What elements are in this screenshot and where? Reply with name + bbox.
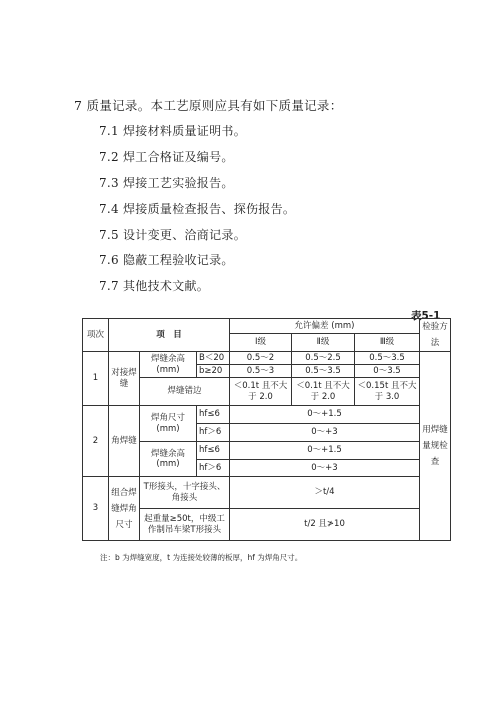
row-sub: 焊缝余高 (mm) [140, 442, 197, 477]
item-text: 焊接工艺实验报告。 [123, 176, 234, 190]
row-number: 1 [83, 352, 109, 406]
row-condition: hf＞6 [197, 424, 230, 442]
tolerance-cell: 0～+3 [230, 460, 420, 477]
item-number: 7.1 [99, 124, 119, 138]
tolerance-table [82, 318, 451, 541]
row-number: 3 [83, 477, 109, 541]
tolerance-cell: 0.5～3.5 [355, 352, 420, 365]
row-condition: hf≤6 [197, 442, 230, 460]
tolerance-cell: 0～+3 [230, 424, 420, 442]
section-heading: 7 质量记录。本工艺原则应具有如下质量记录： [74, 98, 343, 113]
tolerance-cell: ＜0.15t 且不大于 3.0 [355, 378, 420, 406]
row-condition: b≥20 [197, 365, 230, 378]
table-label: 表5-1 [411, 310, 441, 322]
row-sub: T形接头，十字接头、角接头 [140, 477, 230, 509]
row-group: 对接焊缝 [109, 352, 140, 406]
header-xiangci: 项次 [83, 319, 109, 352]
item-number: 7.2 [99, 150, 119, 164]
row-sub: 焊缝错边 [140, 378, 230, 406]
table-note: 注：b 为焊缝宽度，t 为连接处较薄的板厚，hf 为焊角尺寸。 [100, 553, 303, 562]
item-number: 7.5 [99, 228, 119, 242]
item-text: 焊接材料质量证明书。 [123, 124, 247, 138]
item-number: 7.7 [99, 279, 119, 293]
row-group: 组合焊缝焊角尺寸 [109, 477, 140, 541]
tolerance-cell: ＜0.1t 且不大于 2.0 [292, 378, 355, 406]
header-grade-2: Ⅱ级 [292, 334, 355, 352]
list-item [99, 122, 246, 139]
list-item [99, 277, 209, 294]
row-number: 2 [83, 406, 109, 477]
row-sub: 起重量≥50t，中级工作制吊车梁T形接头 [140, 509, 230, 541]
item-text: 设计变更、洽商记录。 [123, 228, 247, 242]
item-text: 焊接质量检查报告、探伤报告。 [123, 202, 296, 216]
tolerance-cell: ＞t/4 [230, 477, 420, 509]
tolerance-cell: 0.5～2 [230, 352, 292, 365]
row-group: 角焊缝 [109, 406, 140, 477]
tolerance-cell: 0～3.5 [355, 365, 420, 378]
list-item [99, 200, 295, 217]
item-text: 其他技术文献。 [123, 279, 210, 293]
tolerance-cell: 0～+1.5 [230, 442, 420, 460]
item-text: 隐蔽工程验收记录。 [123, 253, 234, 267]
list-item [99, 174, 234, 191]
row-condition: B＜20 [197, 352, 230, 365]
header-method: 检验方法 [420, 319, 451, 352]
row-sub: 焊角尺寸 (mm) [140, 406, 197, 442]
list-item [99, 148, 234, 165]
item-number: 7.3 [99, 176, 119, 190]
tolerance-cell: 0.5～3 [230, 365, 292, 378]
row-sub: 焊缝余高 (mm) [140, 352, 197, 378]
tolerance-cell: ＜0.1t 且不大于 2.0 [230, 378, 292, 406]
item-number: 7.4 [99, 202, 119, 216]
list-item [99, 226, 246, 243]
header-tolerance: 允许偏差 (mm) [230, 319, 420, 334]
header-grade-1: Ⅰ级 [230, 334, 292, 352]
row-condition: hf≤6 [197, 406, 230, 424]
row-condition: hf＞6 [197, 460, 230, 477]
item-number: 7.6 [99, 253, 119, 267]
item-text: 焊工合格证及编号。 [123, 150, 234, 164]
header-grade-3: Ⅲ级 [355, 334, 420, 352]
tolerance-cell: t/2 且≯10 [230, 509, 420, 541]
list-item [99, 251, 234, 268]
tolerance-cell: 0.5～3.5 [292, 365, 355, 378]
method-cell: 用焊缝量规检查 [420, 352, 451, 541]
tolerance-cell: 0.5～2.5 [292, 352, 355, 365]
tolerance-cell: 0～+1.5 [230, 406, 420, 424]
header-xiangmu: 项 目 [109, 319, 230, 352]
